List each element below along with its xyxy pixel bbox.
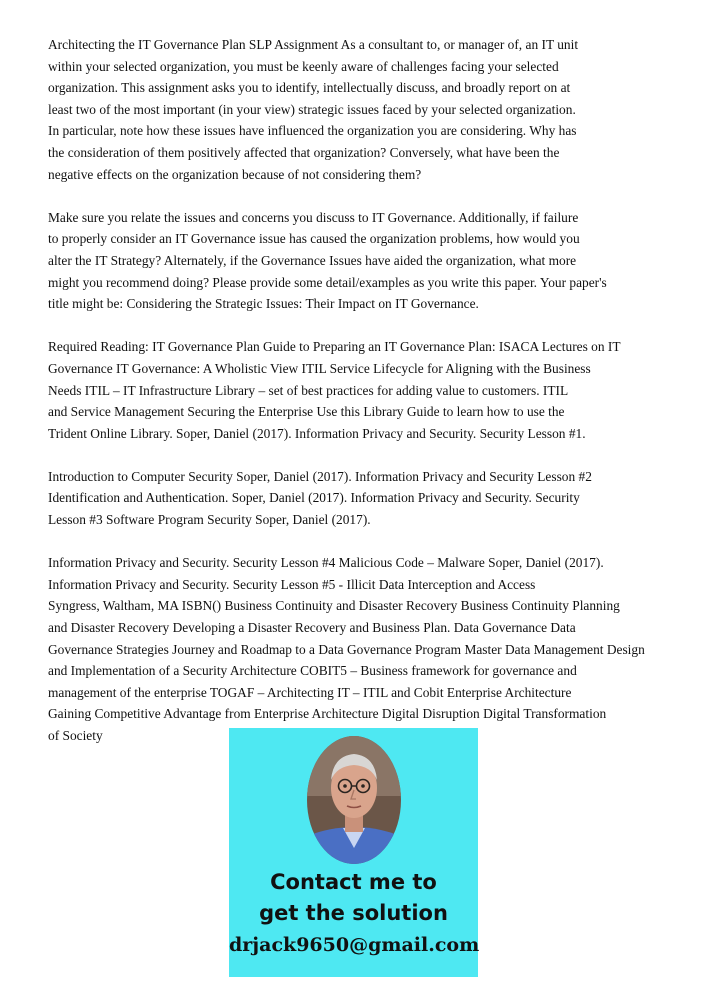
text-line: Lesson #3 Software Program Security Soper, Daniel (2017). [48,512,371,528]
text-line: to properly consider an IT Governance issue has caused the organization problems, how would you [48,231,580,247]
text-line: Required Reading: IT Governance Plan Guide to Preparing an IT Governance Plan: ISACA Lectures on IT [48,339,621,355]
text-line: of Society [48,728,103,743]
paragraph-governance-relation [48,207,688,315]
text-line: In particular, note how these issues have influenced the organization you are considering. Why has [48,123,577,139]
promo-headline-line1: Contact me to [270,870,437,894]
text-line: title might be: Considering the Strategic Issues: Their Impact on IT Governance. [48,296,479,312]
text-line: Information Privacy and Security. Security Lesson #4 Malicious Code – Malware Soper, Daniel (2017). [48,555,604,571]
text-line: management of the enterprise TOGAF – Architecting IT – ITIL and Cobit Enterprise Architecture [48,684,572,700]
text-line: alter the IT Strategy? Alternately, if the Governance Issues have aided the organization, what more [48,252,577,268]
promo-headline-line2: get the solution [259,901,448,925]
text-line: Governance Strategies Journey and Roadmap to a Data Governance Program Master Data Management Design [48,641,645,657]
text-line: Syngress, Waltham, MA ISBN() Business Continuity and Disaster Recovery Business Continuity Planning [48,598,620,614]
text-line: least two of the most important (in your view) strategic issues faced by your selected organization. [48,101,576,117]
text-line: might you recommend doing? Please provide some detail/examples as you write this paper. Your paper's [48,274,607,290]
contact-email-link[interactable]: drjack9650@gmail.com [229,934,480,956]
text-line: Gaining Competitive Advantage from Enterprise Architecture Digital Disruption Digital Transformation [48,706,607,722]
text-line: and Service Management Securing the Enterprise Use this Library Guide to learn how to use the [48,404,565,420]
text-line: Introduction to Computer Security Soper, Daniel (2017). Information Privacy and Security Lesson #2 [48,468,592,484]
text-line: Trident Online Library. Soper, Daniel (2017). Information Privacy and Security. Security Lesson #1. [48,425,586,441]
text-line: and Implementation of a Security Architecture COBIT5 – Business framework for governance and [48,663,577,679]
text-line: Architecting the IT Governance Plan SLP Assignment As a consultant to, or manager of, an IT unit [48,37,579,52]
contact-promo-banner[interactable] [229,728,478,977]
text-line: Identification and Authentication. Soper, Daniel (2017). Information Privacy and Security. Security [48,490,580,506]
text-line: organization. This assignment asks you to identify, intellectually discuss, and broadly report on at [48,80,571,96]
paragraph-reading-list [48,552,688,746]
text-line: the consideration of them positively affected that organization? Conversely, what have been the [48,144,560,160]
text-line: Make sure you relate the issues and concerns you discuss to IT Governance. Additionally, if failure [48,209,579,225]
paragraph-assignment-intro [48,34,688,185]
text-line: within your selected organization, you must be keenly aware of challenges facing your selected [48,58,559,74]
paragraph-required-reading [48,336,688,444]
document-body [48,34,688,768]
paragraph-security-lessons [48,466,688,531]
text-line: negative effects on the organization because of not considering them? [48,166,422,182]
text-line: Needs ITIL – IT Infrastructure Library – set of best practices for adding value to customers. ITIL [48,382,569,398]
text-line: and Disaster Recovery Developing a Disaster Recovery and Business Plan. Data Governance Data [48,620,576,636]
text-line: Governance IT Governance: A Wholistic View ITIL Service Lifecycle for Aligning with the Business [48,360,591,376]
author-portrait [307,736,401,864]
text-line: Information Privacy and Security. Security Lesson #5 - Illicit Data Interception and Access [48,576,536,592]
